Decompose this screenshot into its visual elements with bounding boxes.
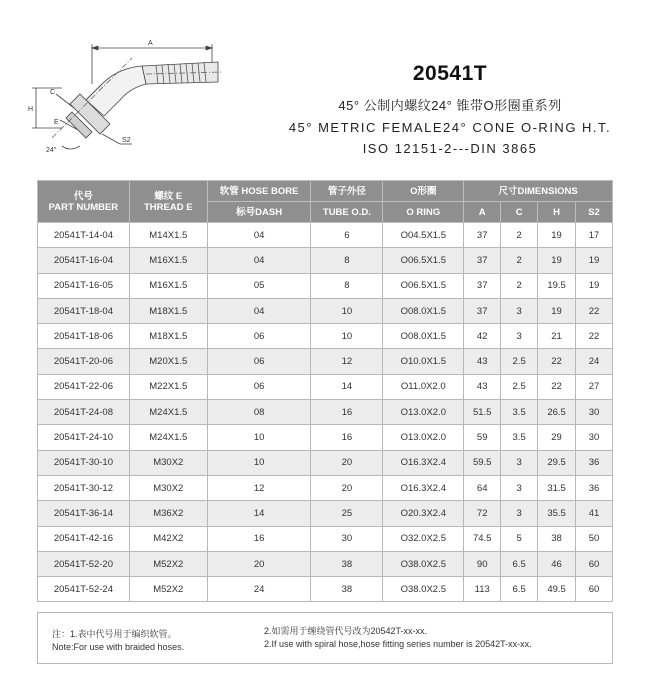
dim-h-cell: 26.5: [538, 400, 576, 425]
table-row: [38, 223, 613, 248]
part-number-cell: 20541T-52-20: [38, 551, 130, 576]
thread-cell: M30X2: [129, 475, 207, 500]
part-number-cell: 20541T-16-04: [38, 248, 130, 273]
tube-od-cell: 16: [311, 400, 383, 425]
dim-a-cell: 42: [464, 324, 501, 349]
header-thread-cn: 螺纹 E: [154, 190, 183, 202]
fitting-drawing: [22, 34, 232, 164]
table-row: [38, 298, 613, 323]
part-number-cell: 20541T-24-10: [38, 425, 130, 450]
dim-a-cell: 43: [464, 349, 501, 374]
dim-a-cell: 43: [464, 374, 501, 399]
header-oring-cn: O形圈: [383, 181, 464, 202]
header-tube-en: TUBE O.D.: [311, 202, 383, 223]
dim-h-cell: 19: [538, 248, 576, 273]
tube-od-cell: 8: [311, 248, 383, 273]
dash-cell: 04: [207, 223, 311, 248]
label-s2: S2: [122, 137, 131, 144]
part-number-cell: 20541T-18-06: [38, 324, 130, 349]
dim-h-cell: 19: [538, 298, 576, 323]
tube-od-cell: 25: [311, 501, 383, 526]
dash-cell: 10: [207, 450, 311, 475]
dim-s2-cell: 27: [576, 374, 613, 399]
dash-cell: 04: [207, 298, 311, 323]
table-row: [38, 324, 613, 349]
dash-cell: 06: [207, 324, 311, 349]
dim-h-cell: 21: [538, 324, 576, 349]
tube-od-cell: 20: [311, 450, 383, 475]
dim-s2-cell: 36: [576, 450, 613, 475]
label-e: E: [54, 119, 59, 126]
dim-a-cell: 74.5: [464, 526, 501, 551]
tube-od-cell: 8: [311, 273, 383, 298]
dim-h-cell: 31.5: [538, 475, 576, 500]
table-row: [38, 551, 613, 576]
header-dim-c: C: [501, 202, 538, 223]
dash-cell: 20: [207, 551, 311, 576]
table-row: [38, 526, 613, 551]
dim-h-cell: 35.5: [538, 501, 576, 526]
table-row: [38, 349, 613, 374]
thread-cell: M52X2: [129, 577, 207, 602]
part-number-cell: 20541T-52-24: [38, 577, 130, 602]
dash-cell: 06: [207, 349, 311, 374]
tube-od-cell: 38: [311, 577, 383, 602]
thread-cell: M36X2: [129, 501, 207, 526]
thread-cell: M16X1.5: [129, 248, 207, 273]
tube-od-cell: 6: [311, 223, 383, 248]
dim-s2-cell: 60: [576, 577, 613, 602]
thread-cell: M18X1.5: [129, 298, 207, 323]
oring-cell: O32.0X2.5: [383, 526, 464, 551]
dim-a-cell: 37: [464, 223, 501, 248]
dash-cell: 16: [207, 526, 311, 551]
table-row: [38, 475, 613, 500]
dim-a-cell: 37: [464, 273, 501, 298]
dim-h-cell: 46: [538, 551, 576, 576]
spec-table: [37, 180, 613, 602]
oring-cell: O38.0X2.5: [383, 577, 464, 602]
part-number-cell: 20541T-24-08: [38, 400, 130, 425]
thread-cell: M52X2: [129, 551, 207, 576]
table-row: [38, 248, 613, 273]
thread-cell: M24X1.5: [129, 400, 207, 425]
dim-a-cell: 113: [464, 577, 501, 602]
part-number-cell: 20541T-14-04: [38, 223, 130, 248]
fitting-diagram: [22, 34, 232, 164]
dash-cell: 08: [207, 400, 311, 425]
oring-cell: O20.3X2.4: [383, 501, 464, 526]
table-row: [38, 501, 613, 526]
thread-cell: M42X2: [129, 526, 207, 551]
dim-a-cell: 72: [464, 501, 501, 526]
header-dim-h: H: [538, 202, 576, 223]
oring-cell: O06.5X1.5: [383, 273, 464, 298]
dim-h-cell: 19: [538, 223, 576, 248]
dim-c-cell: 6.5: [501, 577, 538, 602]
tube-od-cell: 12: [311, 349, 383, 374]
spec-table-body: [38, 223, 613, 602]
dim-a-cell: 37: [464, 298, 501, 323]
oring-cell: O13.0X2.0: [383, 425, 464, 450]
dim-s2-cell: 24: [576, 349, 613, 374]
subtitle-english: 45° METRIC FEMALE24° CONE O-RING H.T.: [288, 120, 612, 135]
part-number-cell: 20541T-30-12: [38, 475, 130, 500]
dim-c-cell: 2.5: [501, 374, 538, 399]
dim-a-cell: 37: [464, 248, 501, 273]
dim-s2-cell: 17: [576, 223, 613, 248]
header-hose-bore: 软管 HOSE BORE: [207, 181, 311, 202]
label-a: A: [148, 40, 153, 47]
header-dim-s2: S2: [576, 202, 613, 223]
header-part-cn: 代号: [73, 190, 93, 202]
table-row: [38, 425, 613, 450]
thread-cell: M24X1.5: [129, 425, 207, 450]
oring-cell: O04.5X1.5: [383, 223, 464, 248]
notes-box: [37, 612, 613, 664]
dim-s2-cell: 41: [576, 501, 613, 526]
dim-a-cell: 51.5: [464, 400, 501, 425]
dash-cell: 06: [207, 374, 311, 399]
dim-h-cell: 38: [538, 526, 576, 551]
page-title: 20541T: [412, 62, 488, 85]
dash-cell: 24: [207, 577, 311, 602]
dim-h-cell: 29: [538, 425, 576, 450]
dim-s2-cell: 22: [576, 324, 613, 349]
header-tube-cn: 管子外径: [311, 181, 383, 202]
thread-cell: M20X1.5: [129, 349, 207, 374]
dim-a-cell: 64: [464, 475, 501, 500]
note-right: [264, 625, 532, 651]
dim-c-cell: 3: [501, 501, 538, 526]
part-number-cell: 20541T-20-06: [38, 349, 130, 374]
table-row: [38, 273, 613, 298]
dim-s2-cell: 19: [576, 273, 613, 298]
label-h: H: [28, 106, 34, 113]
dim-c-cell: 2: [501, 223, 538, 248]
table-row: [38, 374, 613, 399]
tube-od-cell: 16: [311, 425, 383, 450]
dim-s2-cell: 19: [576, 248, 613, 273]
dim-c-cell: 6.5: [501, 551, 538, 576]
part-number-cell: 20541T-18-04: [38, 298, 130, 323]
dim-c-cell: 2: [501, 248, 538, 273]
dash-cell: 12: [207, 475, 311, 500]
header-dim-a: A: [464, 202, 501, 223]
thread-cell: M14X1.5: [129, 223, 207, 248]
dash-cell: 05: [207, 273, 311, 298]
header-dash: 标号DASH: [207, 202, 311, 223]
oring-cell: O11.0X2.0: [383, 374, 464, 399]
dim-c-cell: 3: [501, 450, 538, 475]
dim-c-cell: 3: [501, 324, 538, 349]
dim-h-cell: 22: [538, 374, 576, 399]
part-number-cell: 20541T-42-16: [38, 526, 130, 551]
oring-cell: O38.0X2.5: [383, 551, 464, 576]
dim-s2-cell: 60: [576, 551, 613, 576]
thread-cell: M30X2: [129, 450, 207, 475]
header-part-number: [38, 181, 130, 223]
dash-cell: 10: [207, 425, 311, 450]
oring-cell: O08.0X1.5: [383, 298, 464, 323]
part-number-cell: 20541T-30-10: [38, 450, 130, 475]
thread-cell: M18X1.5: [129, 324, 207, 349]
note-left: [52, 628, 184, 654]
subtitle-chinese: 45° 公制内螺纹24° 锥带O形圈重系列: [338, 98, 562, 113]
label-c: C: [50, 89, 56, 96]
dim-c-cell: 3.5: [501, 425, 538, 450]
note2-english: 2.If use with spiral hose,hose fitting series number is 20542T-xx-xx.: [264, 639, 532, 649]
label-angle: 24°: [46, 147, 57, 154]
dim-s2-cell: 22: [576, 298, 613, 323]
thread-cell: M22X1.5: [129, 374, 207, 399]
note1-english: Note:For use with braided hoses.: [52, 642, 185, 652]
tube-od-cell: 10: [311, 324, 383, 349]
dim-s2-cell: 30: [576, 400, 613, 425]
dim-c-cell: 3: [501, 475, 538, 500]
dim-c-cell: 2: [501, 273, 538, 298]
document-header: [250, 62, 650, 156]
tube-od-cell: 20: [311, 475, 383, 500]
dim-s2-cell: 50: [576, 526, 613, 551]
oring-cell: O13.0X2.0: [383, 400, 464, 425]
part-number-cell: 20541T-16-05: [38, 273, 130, 298]
dim-a-cell: 59: [464, 425, 501, 450]
header-dimensions: 尺寸DIMENSIONS: [464, 181, 613, 202]
table-row: [38, 450, 613, 475]
dim-c-cell: 3: [501, 298, 538, 323]
part-number-cell: 20541T-36-14: [38, 501, 130, 526]
dim-c-cell: 2.5: [501, 349, 538, 374]
oring-cell: O08.0X1.5: [383, 324, 464, 349]
part-number-cell: 20541T-22-06: [38, 374, 130, 399]
header-part-en: PART NUMBER: [48, 201, 119, 213]
tube-od-cell: 38: [311, 551, 383, 576]
dim-h-cell: 29.5: [538, 450, 576, 475]
dim-a-cell: 59.5: [464, 450, 501, 475]
dash-cell: 04: [207, 248, 311, 273]
table-row: [38, 577, 613, 602]
header-oring-en: O RING: [383, 202, 464, 223]
oring-cell: O06.5X1.5: [383, 248, 464, 273]
note1-chinese: 注：1.表中代号用于编织软管。: [52, 629, 177, 639]
thread-cell: M16X1.5: [129, 273, 207, 298]
dim-s2-cell: 36: [576, 475, 613, 500]
note2-chinese: 2.如需用于缠绕管代号改为20542T-xx-xx.: [264, 626, 428, 636]
dim-c-cell: 5: [501, 526, 538, 551]
dim-h-cell: 19.5: [538, 273, 576, 298]
dim-c-cell: 3.5: [501, 400, 538, 425]
dash-cell: 14: [207, 501, 311, 526]
tube-od-cell: 30: [311, 526, 383, 551]
dim-h-cell: 49.5: [538, 577, 576, 602]
header-thread-en: THREAD E: [144, 201, 193, 213]
subtitle-standard: ISO 12151-2---DIN 3865: [362, 141, 538, 156]
header-thread: [129, 181, 207, 223]
dim-a-cell: 90: [464, 551, 501, 576]
oring-cell: O16.3X2.4: [383, 475, 464, 500]
tube-od-cell: 10: [311, 298, 383, 323]
oring-cell: O16.3X2.4: [383, 450, 464, 475]
dim-s2-cell: 30: [576, 425, 613, 450]
oring-cell: O10.0X1.5: [383, 349, 464, 374]
dim-h-cell: 22: [538, 349, 576, 374]
tube-od-cell: 14: [311, 374, 383, 399]
table-row: [38, 400, 613, 425]
